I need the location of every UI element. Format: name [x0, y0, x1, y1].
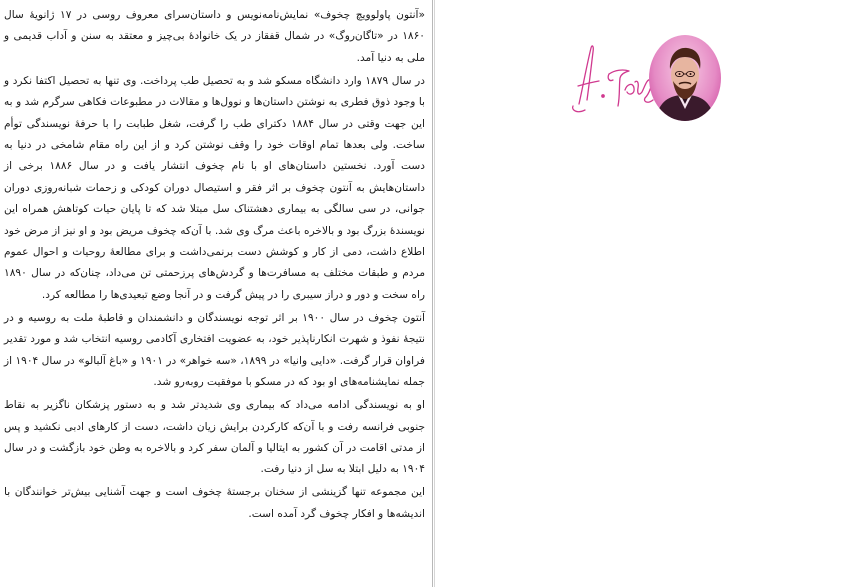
- paragraph-academy: آنتون چخوف در سال ۱۹۰۰ بر اثر توجه نویسندگان و دانشمندان و قاطبهٔ ملت به روسیه و در نتیجهٔ نفوذ و شهرت انکارناپذیر خود، به عضویت افتخاری آکادمی روسیه انتخاب شد و مورد تقدیر فراوان قرار گرفت. «دایی وانیا» در ۱۸۹۹، «سه خواهر» در ۱۹۰۱ و «باغ آلبالو» در سال ۱۹۰۴ از جمله نمایشنامه‌های او بود که در مسکو با موفقیت روبه‌رو شد.: [4, 311, 425, 389]
- paragraph-birth: «آنتون پاولوویچ چخوف» نمایش‌نامه‌نویس و داستان‌سرای معروف روسی در ۱۷ ژانویهٔ سال ۱۸۶۰ در «تاگان‌روگ» در شمال قفقاز در یک خانوادهٔ بی‌چیز و معتقد به سنن و آداب قدیمی و ملی به دنیا آمد.: [4, 9, 425, 64]
- author-illustration: [565, 34, 725, 124]
- biography-text: [4, 5, 425, 527]
- chekhov-portrait-icon: [649, 35, 721, 121]
- page-divider: [432, 0, 433, 587]
- handwritten-signature-icon: [565, 34, 660, 124]
- paragraph-illness: او به نویسندگی ادامه می‌داد که بیماری وی شدیدتر شد و به دستور پزشکان ناگزیر به نقاط جنوبی فرانسه رفت و با آن‌که کارکردن برایش زیان داشت، دست از کارهای ادبی نکشید و پس از مدتی اقامت در آن کشور به ایتالیا و آلمان سفر کرد و بالاخره به وطن خود بازگشت و در سال ۱۹۰۴ به دلیل ابتلا به سل از دنیا رفت.: [4, 399, 425, 476]
- paragraph-education: در سال ۱۸۷۹ وارد دانشگاه مسکو شد و به تحصیل طب پرداخت. وی تنها به تحصیل اکتفا نکرد و با وجود ذوق فطری به نوشتن داستان‌ها و نوول‌ها و مقالات در مطبوعات فکاهی سرگرم شد و به این جهت وقتی در سال ۱۸۸۴ دکترای طب را گرفت، شغل طبابت را با حرفهٔ نویسندگی توأم ساخت. ولی بعدها تمام اوقات خود را وقف نوشتن کرد و از این راه مقام شامخی در دنیا به دست آورد. نخستین داستان‌های او با نام چخوف انتشار یافت و در سال ۱۸۸۶ برخی از داستان‌هایش به آنتون چخوف بر اثر فقر و استیصال دوران کودکی و زحمات شبانه‌روزی دوران جوانی، در سی سالگی به بیماری دهشتناک سل مبتلا شد که تا پایان حیات کوتاهش همراه این نویسندهٔ بزرگ بود و بالاخره باعث مرگ وی شد. با آن‌که چخوف مریض بود و او نیز از مرض خود اطلاع داشت، دمی از کار و کوشش دست برنمی‌داشت و برای مطالعهٔ روحیات و احوال عموم مردم و طبقات مختلف به مسافرت‌ها و گردش‌های پرزحمتی تن می‌داد، چنان‌که در سال ۱۸۹۰ راه سخت و دور و دراز سیبری را در پیش گرفت و در آنجا وضع تبعیدی‌ها را مطالعه کرد.: [4, 74, 425, 301]
- paragraph-collection: این مجموعه تنها گزینشی از سخنان برجستهٔ چخوف است و جهت آشنایی بیش‌تر خوانندگان با اندیشه‌ها و افکار چخوف گرد آمده است.: [4, 486, 425, 520]
